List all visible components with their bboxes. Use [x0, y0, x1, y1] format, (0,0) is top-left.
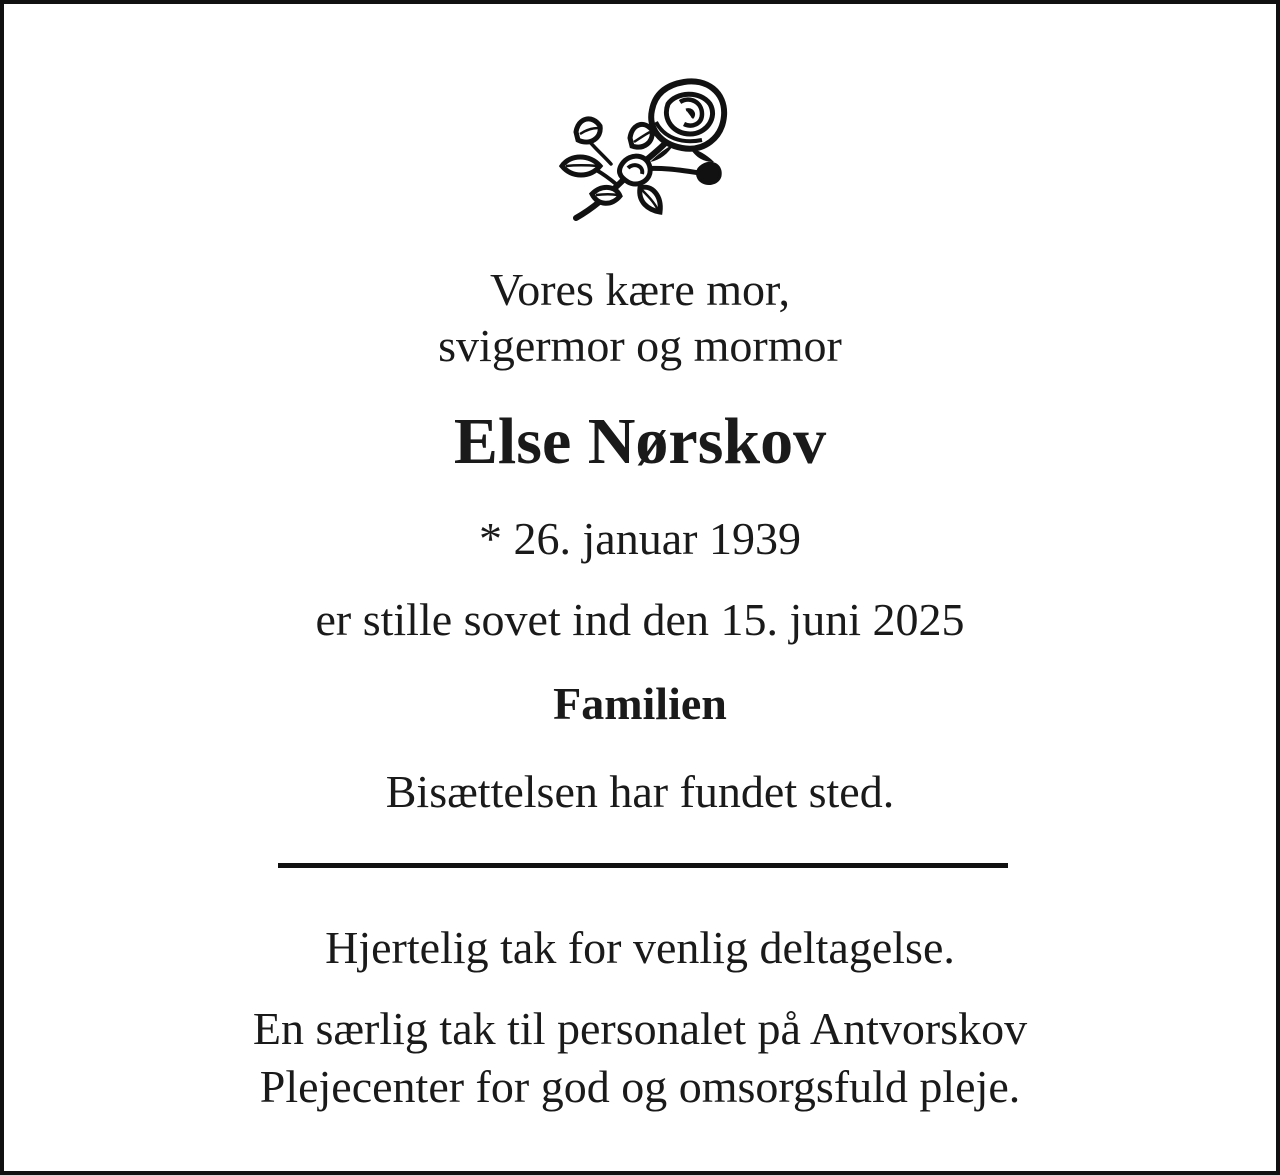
special-thanks-line-2: Plejecenter for god og omsorgsfuld pleje. — [259, 1061, 1021, 1112]
birth-date: * 26. januar 1939 — [479, 513, 801, 564]
rose-icon — [556, 74, 732, 224]
signed-by: Familien — [553, 678, 727, 729]
deceased-name: Else Nørskov — [453, 405, 827, 478]
special-thanks-line-1: En særlig tak til personalet på Antvorskov — [252, 1003, 1028, 1054]
death-date: er stille sovet ind den 15. juni 2025 — [315, 594, 965, 645]
intro-line-2: svigermor og mormor — [438, 320, 842, 371]
special-thanks-text — [4, 1000, 1276, 1116]
intro-text — [4, 262, 1276, 374]
thanks-text: Hjertelig tak for venlig deltagelse. — [325, 922, 955, 973]
intro-line-1: Vores kære mor, — [489, 264, 791, 315]
divider-line — [278, 863, 1008, 868]
funeral-note: Bisættelsen har fundet sted. — [385, 766, 895, 817]
